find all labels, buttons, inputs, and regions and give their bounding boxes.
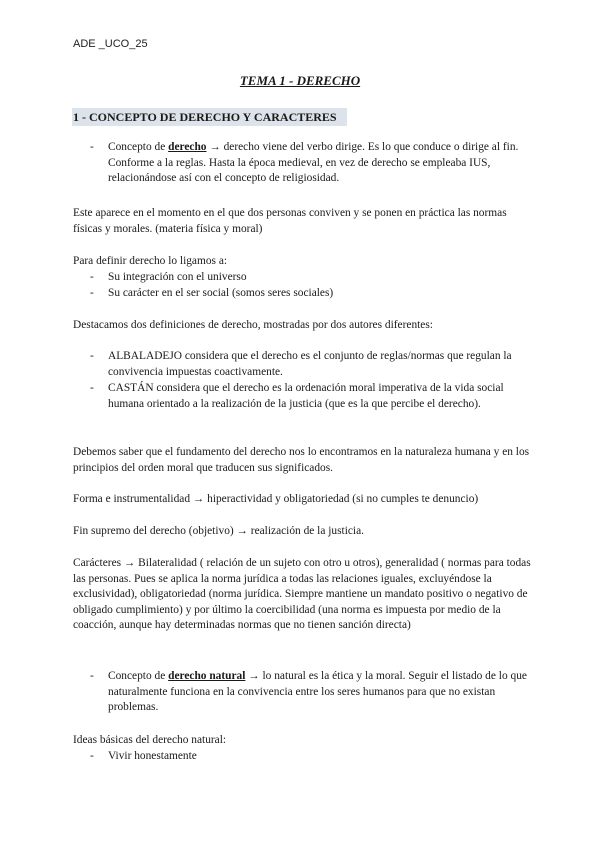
list-item-text: CASTÁN considera que el derecho es la ordenación moral imperativa de la vida social humana orientado a la realización de la justicia (que es la que percibe el derecho).	[108, 382, 504, 410]
bullet-text: Concepto de derecho natural → lo natural es la ética y la moral. Seguir el listado de lo que naturalmente funciona en la convivencia entre los seres humanos para que no existan problemas.	[108, 670, 527, 713]
list-item-castan: - CASTÁN considera que el derecho es la ordenación moral imperativa de la vida social humana orientado a la realización de la justicia (que es la que percibe el derecho).	[90, 381, 530, 412]
paragraph-caracteres: Carácteres → Bilateralidad ( relación de un sujeto con otro u otros), generalidad ( normas para todas las personas. Pues se aplica la norma jurídica a todas las relaciones iguales, excluyéndose la exclusividad), obligatoriedad (norma jurídica. Siempre mantiene un mandato positivo o negativo de obligado cumplimiento) y por último la coercibilidad (una norma es impuesta por medio de la coacción, aunque hay determinadas normas que no tienen sanción directa)	[73, 557, 531, 631]
section-heading: 1 - CONCEPTO DE DERECHO Y CARACTERES	[72, 108, 347, 126]
paragraph-forma: Forma e instrumentalidad → hiperactividad y obligatoriedad (si no cumples te denuncio)	[73, 493, 479, 505]
paragraph-ideas: Ideas básicas del derecho natural:	[73, 734, 227, 746]
list-item: - Su integración con el universo	[90, 270, 530, 286]
list-item-text: Vivir honestamente	[108, 750, 197, 762]
term-derecho-natural: derecho natural	[168, 670, 246, 682]
paragraph-debemos: Debemos saber que el fundamento del derecho nos lo encontramos en la naturaleza humana y en los principios del orden moral que traducen sus significados.	[73, 446, 530, 474]
bullet-derecho-natural	[90, 669, 530, 716]
bullet-dash: -	[90, 670, 94, 682]
bullet-dash: -	[90, 141, 94, 153]
document-id: ADE _UCO_25	[73, 38, 148, 50]
list-item-text: Su carácter en el ser social (somos seres sociales)	[108, 287, 334, 299]
paragraph-definir: Para definir derecho lo ligamos a:	[73, 255, 228, 267]
list-item-albaladejo: - ALBALADEJO considera que el derecho es el conjunto de reglas/normas que regulan la convivencia impuestas coactivamente.	[90, 349, 530, 380]
list-item-text: Su integración con el universo	[108, 271, 247, 283]
list-item: - Su carácter en el ser social (somos seres sociales)	[90, 286, 530, 302]
paragraph-destacamos: Destacamos dos definiciones de derecho, mostradas por dos autores diferentes:	[73, 319, 433, 331]
list-item: - Vivir honestamente	[90, 749, 530, 765]
list-item-text: ALBALADEJO considera que el derecho es el conjunto de reglas/normas que regulan la convivencia impuestas coactivamente.	[108, 350, 512, 378]
bullet-text: Concepto de derecho → derecho viene del verbo dirige. Es lo que conduce o dirige al fin. Conforme a la reglas. Hasta la época medieval, en vez de derecho se empleaba IUS, relacionándose así con el concepto de religiosidad.	[108, 141, 519, 184]
paragraph-aparece: Este aparece en el momento en el que dos personas conviven y se ponen en práctica las normas físicas y morales. (materia física y moral)	[73, 207, 507, 235]
term-derecho: derecho	[168, 141, 207, 153]
bullet-concepto-derecho	[90, 140, 530, 187]
page-title: TEMA 1 - DERECHO	[239, 73, 361, 88]
paragraph-fin: Fin supremo del derecho (objetivo) → realización de la justicia.	[73, 525, 364, 537]
